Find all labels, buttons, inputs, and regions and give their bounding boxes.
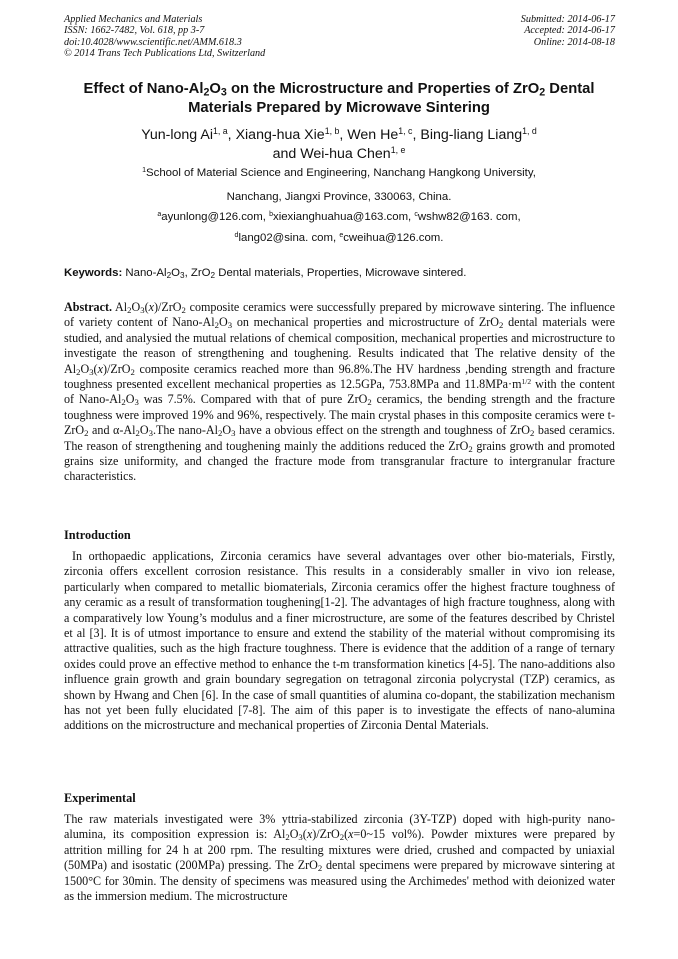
introduction-text: In orthopaedic applications, Zirconia ceramics have several advantages over other bio-materials, Firstly, zirconia offers excellent corrosion resistance. This results in a considerably smaller in vivo ion release, particularly when compared to metallic biomaterials, Zirconia ceramics offer the highest fracture toughness of any ceramic as a result of transformation toughening[1-2]. The advantages of high fracture toughness, along with a comparatively low Young’s modulus and a finer microstructure, are some of the features described by Christel et al [3]. It is of utmost importance to ensure and extend the stability of the material without compromising its attractive qualities, such as the high fracture toughness. There is evidence that the addition of a range of ternary oxides could prove an effective method to enhance the t-m transformation kinetics [4-5]. The nano-additions also influence grain growth and grain boundary segregation on tetragonal zirconia polycrystal (TZP) ceramics, as shown by Hwang and Chen [6]. In the case of small quantities of alumina co-dopant, the stabilization mechanism has not yet been fully elucidated [7-8]. The aim of this paper is to investigate the effects of nano-alumina additions on the microstructure and mechanical properties of Zirconia Dental Materials. [64, 549, 615, 733]
keywords [64, 267, 624, 279]
title-part: on the Microstructure and Properties of ZrO [226, 81, 540, 97]
email-address: lang02@sina. com, [238, 232, 337, 244]
affiliation-mark: 1 [142, 167, 147, 175]
keywords-text: , ZrO [184, 267, 211, 279]
keywords-text: Nano-Al [125, 267, 167, 279]
doi-line: doi:10.4028/www.scientific.net/AMM.618.3 [64, 36, 242, 48]
title-part: Effect of Nano-Al [83, 81, 204, 97]
accepted-date: Accepted: 2014-06-17 [524, 25, 615, 37]
paper-title [50, 80, 628, 118]
copyright-line: © 2014 Trans Tech Publications Ltd, Switzerland [64, 47, 266, 59]
email-mark: e [339, 232, 344, 240]
submitted-date: Submitted: 2014-06-17 [520, 14, 615, 25]
keywords-text: O [171, 267, 180, 279]
title-part: Dental Materials Prepared by Microwave Sintering [188, 81, 595, 116]
dates-header [521, 14, 615, 48]
author-mark: 1, c [398, 126, 413, 137]
author-name: Bing-liang Liang [420, 127, 523, 143]
affiliation-line-2: Nanchang, Jiangxi Province, 330063, China. [226, 191, 452, 203]
affiliation-line-1 [60, 167, 618, 179]
title-subscript: 2 [539, 86, 546, 99]
journal-header [64, 14, 265, 59]
email-mark: c [414, 211, 418, 219]
experimental-text: The raw materials investigated were 3% yttria-stabilized zirconia (3Y-TZP) doped with high-purity nano-alumina, its composition expression is: $Al_2O_3(x)/ZrO_2(x=0\sim 15$ vol%). Powder mixtures were prepared by attrition milling for 24 h at 200 rpm. The resulting mixtures were dried, crushed and compacted by uniaxial (50MPa) and isostatic (200MPa) pressing. The ZrO$_2$ dental specimens were prepared by microwave sintering at 1500°C for 30min. The density of specimens was measured using the Archimedes' method with deionized water as the immersion medium. The microstructure [64, 812, 616, 904]
email-line-1 [60, 211, 618, 223]
introduction-heading: Introduction [64, 528, 131, 542]
keywords-label: Keywords: [64, 267, 123, 279]
email-mark: d [234, 232, 239, 240]
author-name: Wei-hua Chen [300, 146, 391, 162]
author-conjunction: and [272, 146, 297, 162]
abstract-text: $Al_2O_3(x)/ZrO_2$ composite ceramics were successfully prepared by microwave sintering. The influence of variety content of Nano-$Al_2O_3$ on mechanical properties and microstructure of ZrO$_2$ dental materials were studied, and analysied the mutual relations of chemical composition, mechanical properties and microstructure to investigate the reason of strengthening and toughening. Results indicated that The relative density of the $Al_2O_3(x)/ZrO_2$ composite ceramics reached more than 96.8%.The HV hardness ,bending strength and fracture toughness presented excellent mechanical properties as 12.5GPa, 753.8MPa and $11.8MPa\cdot m^{1/2}$ with the content of Nano-$Al_2O_3$ was 7.5%. Compared with that of pure ZrO$_2$ ceramics, the bending strength and the fracture toughness were improved 19% and 96%, respectively. The main crystal phases in this composite ceramics were t-ZrO$_2$ and $\alpha-Al_2O_3.The$ nano-$Al_2O_3$ have a obvious effect on the strength and toughness of ZrO$_2$ based ceramics. The reason of strengthening and toughening mainly the additions reduced the ZrO$_2$ grains growth and promoted grains size uniformity, and changed the fracture mode from transgranular fracture to intergranular fracture characteristics. [64, 300, 616, 484]
author-mark: 1, a [212, 126, 228, 137]
email-address: wshw82@163. com, [417, 211, 521, 223]
online-date: Online: 2014-08-18 [533, 36, 615, 48]
journal-name: Applied Mechanics and Materials [64, 14, 203, 25]
email-line-2 [60, 232, 618, 244]
keywords-text: Dental materials, Properties, Microwave sintered. [215, 267, 467, 279]
email-mark: b [269, 211, 273, 219]
abstract [64, 300, 615, 485]
title-part: O [209, 81, 221, 97]
keywords-subscript: 3 [180, 271, 185, 281]
author-mark: 1, d [522, 126, 537, 137]
email-address: ayunlong@126.com, [161, 211, 266, 223]
author-name: Wen He [347, 127, 399, 143]
experimental-heading: Experimental [64, 791, 136, 805]
author-list: Yun-long Ai$^{1, a}$, Xiang-hua Xie$^{1, b}$, Wen He$^{1, c}$, Bing-liang Liang$^{1, d}$ and Wei-hua Chen$^{1, e}$ [141, 126, 537, 162]
email-mark: a [157, 211, 162, 219]
email-address: cweihua@126.com. [343, 232, 444, 244]
email-address: xiexianghuahua@163.com, [273, 211, 412, 223]
keywords-subscript: 2 [210, 271, 216, 281]
author-mark: 1, b [324, 126, 340, 137]
title-subscript: 2 [203, 86, 210, 99]
author-mark: 1, e [390, 145, 406, 156]
keywords-subscript: 2 [166, 271, 172, 281]
issn-line: ISSN: 1662-7482, Vol. 618, pp 3-7 [64, 25, 205, 37]
title-subscript: 3 [220, 86, 227, 99]
abstract-label: Abstract. [64, 300, 113, 314]
author-name: Xiang-hua Xie [235, 127, 325, 143]
author-name: Yun-long Ai [141, 127, 213, 143]
affiliation-text: School of Material Science and Engineering, Nanchang Hangkong University, [146, 167, 536, 179]
